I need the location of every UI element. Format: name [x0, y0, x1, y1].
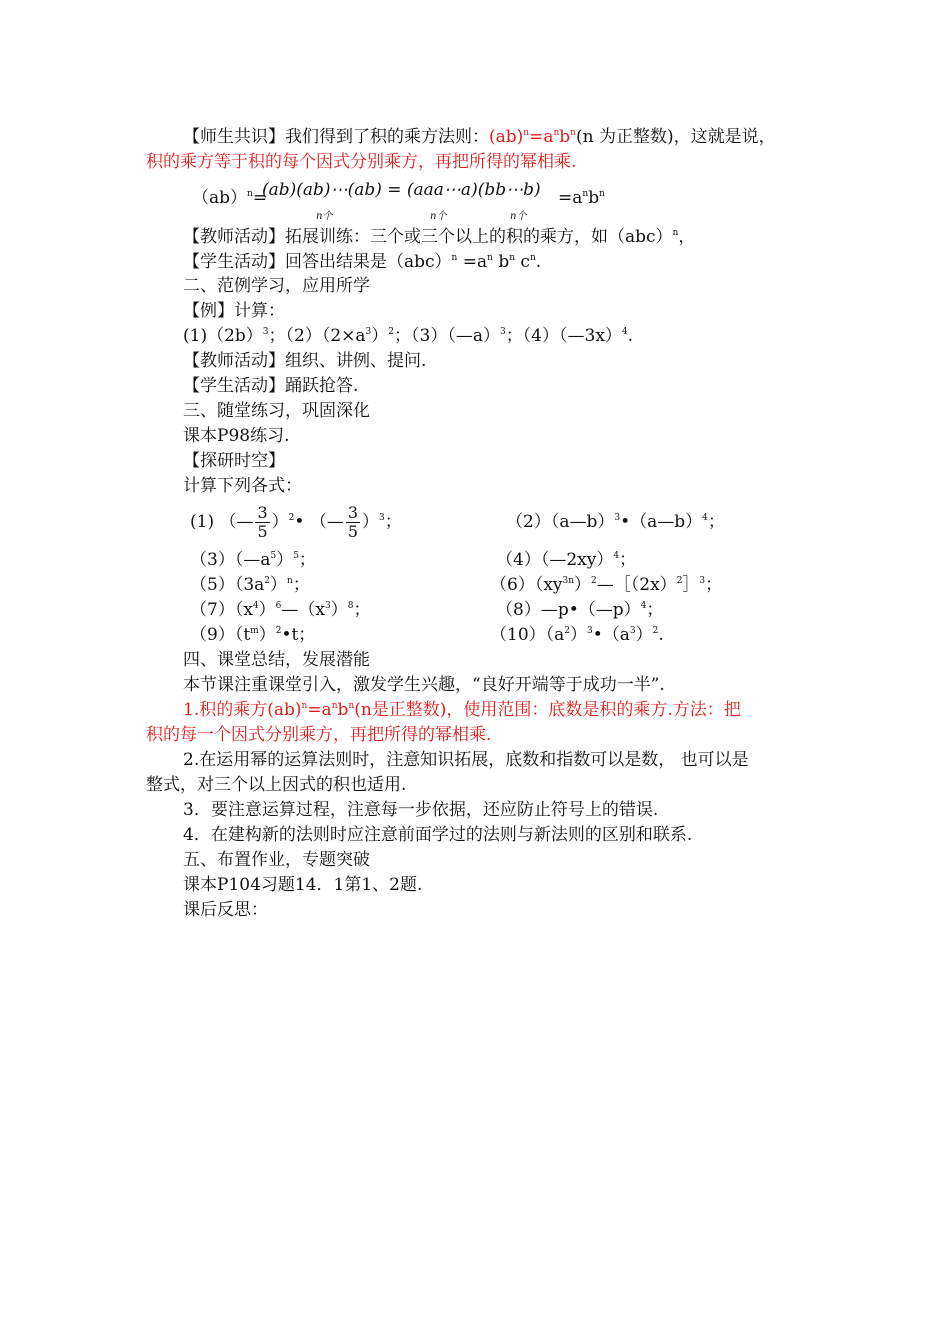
sup: n: [451, 253, 458, 263]
exercise-1: [190, 502, 402, 542]
text: （10）（a: [490, 625, 565, 645]
fraction: [255, 504, 269, 541]
summary-point-2: 2.在运用幂的运算法则时，注意知识拓展，底数和指数可以是数， 也可以是: [183, 750, 749, 770]
text: —（x: [281, 600, 325, 620]
sup: 2: [591, 576, 597, 586]
textbook-practice: 课本P98练习.: [183, 426, 290, 446]
text: •（a: [592, 625, 630, 645]
text: ）: [574, 575, 592, 595]
consensus-line: [183, 126, 776, 148]
text: 【学生活动】回答出结果是（abc）: [183, 252, 452, 272]
text: ）: [570, 625, 588, 645]
sup: n: [247, 189, 253, 199]
text: ；: [292, 575, 310, 595]
text: ）: [271, 512, 289, 532]
text: .: [658, 625, 664, 645]
text: 【教师活动】拓展训练：三个或三个以上的积的乘方，如（abc）: [183, 227, 673, 247]
text: (1)（2b）: [183, 326, 263, 346]
exercise-3: [190, 549, 316, 571]
teacher-activity-1: [183, 226, 695, 248]
text: • （—: [294, 512, 344, 532]
sup: 3: [699, 576, 706, 586]
summary-point-1: [183, 699, 741, 721]
summary-intro: 本节课注重课堂引入，激发学生兴趣，“良好开端等于成功一半”.: [183, 675, 665, 695]
text: ）: [635, 625, 653, 645]
summary-point-1-cont: 积的每一个因式分别乘方，再把所得的幂相乘.: [146, 725, 492, 745]
example-problems: [183, 325, 633, 347]
text: =a: [307, 700, 332, 720]
denominator: 5: [257, 522, 268, 541]
exercise-6: [490, 574, 722, 596]
n-count-2: n个: [430, 211, 447, 222]
exercise-5: [190, 574, 310, 596]
exercise-10: [490, 624, 664, 646]
text: ］: [682, 575, 700, 595]
sup: 5: [270, 551, 277, 561]
text: （9）（t: [190, 625, 251, 645]
reflection-label: 课后反思：: [183, 900, 268, 920]
n-count-1: n个: [316, 211, 333, 222]
text: （8）—p•（—p）: [496, 600, 641, 620]
sup: n: [287, 576, 293, 586]
sup: n: [553, 128, 560, 138]
exercise-2: [506, 511, 725, 533]
text: ；: [705, 575, 723, 595]
sup: 5: [293, 551, 299, 561]
consensus-text: 【师生共识】我们得到了积的乘方法则：: [183, 127, 489, 147]
sup: 2: [275, 626, 282, 636]
sup: m: [250, 626, 259, 636]
text: (n是正整数)，使用范围：底数是积的乘方.方法：把: [354, 700, 741, 720]
rhs-a: =a: [558, 188, 583, 208]
sup: 2: [564, 626, 571, 636]
sup: 6: [275, 601, 282, 611]
text: ；（2）（2×a: [268, 326, 366, 346]
text: b: [492, 252, 510, 272]
sup: n: [523, 128, 530, 138]
sup: n: [509, 253, 516, 263]
text: ；: [619, 550, 637, 570]
sup: 2: [388, 327, 394, 337]
homework: 课本P104习题14．1第1、2题.: [183, 875, 423, 895]
summary-point-4: 4．在建构新的法则时应注意前面学过的法则与新法则的区别和联系.: [183, 825, 693, 845]
text: .: [535, 252, 542, 272]
fraction: [346, 504, 360, 541]
formula-line: [192, 187, 267, 209]
text: —［（2x）: [596, 575, 677, 595]
n-count-3: n个: [510, 211, 527, 222]
teacher-activity-2: 【教师活动】组织、讲例、提问.: [183, 351, 427, 371]
sup: 3: [629, 626, 636, 636]
section-5-heading: 五、布置作业，专题突破: [183, 850, 370, 870]
text: c: [515, 252, 530, 272]
example-label: 【例】计算：: [183, 301, 285, 321]
sup: n: [487, 253, 493, 263]
text: （2）（a—b）: [506, 512, 615, 532]
text: .: [627, 326, 634, 346]
sup: 3: [262, 327, 269, 337]
exercise-4: [496, 549, 636, 571]
exercise-7: [190, 599, 370, 621]
sup: n: [672, 228, 679, 238]
sup: 2: [676, 576, 683, 586]
text: ）: [258, 625, 276, 645]
text: ）: [362, 512, 380, 532]
summary-point-3: 3．要注意运算过程，注意每一步依据，还应防止符号上的错误.: [183, 800, 659, 820]
student-activity-1: [183, 251, 541, 273]
sup: 4: [613, 551, 620, 561]
text: ）: [276, 550, 294, 570]
sup: n: [348, 701, 355, 711]
sup: 3n: [562, 576, 575, 586]
text: （7）（x: [190, 600, 253, 620]
text: ）: [258, 600, 276, 620]
text: b: [337, 700, 349, 720]
section-4-heading: 四、课堂总结，发展潜能: [183, 650, 370, 670]
section-3-heading: 三、随堂练习，巩固深化: [183, 401, 370, 421]
denominator: 5: [347, 522, 359, 541]
text: （4）（—2xy）: [496, 550, 614, 570]
sup: 2: [652, 626, 659, 636]
rule-note: (n 为正整数)，这就是说，: [575, 127, 776, 147]
text: （6）（xy: [490, 575, 563, 595]
text: ；: [298, 550, 316, 570]
text: 1.积的乘方(ab): [183, 700, 302, 720]
explore-label: 【探研时空】: [183, 451, 285, 471]
sup: 3: [614, 513, 621, 523]
text: ）: [330, 600, 348, 620]
sup: 4: [621, 327, 628, 337]
text: （5）（3a: [190, 575, 265, 595]
rule-statement: 积的乘方等于积的每个因式分别乘方，再把所得的幂相乘.: [146, 152, 577, 172]
sup: 2: [264, 576, 271, 586]
sup: n: [331, 701, 338, 711]
calc-label: 计算下列各式：: [183, 476, 302, 496]
text: ；: [707, 512, 725, 532]
text: •（a—b）: [620, 512, 703, 532]
text: ）: [371, 326, 389, 346]
sup: n: [301, 701, 308, 711]
text: ）: [270, 575, 288, 595]
exercise-8: [496, 599, 663, 621]
student-activity-2: 【学生活动】踊跃抢答.: [183, 376, 359, 396]
rule-b: b: [559, 127, 571, 147]
text: =a: [457, 252, 488, 272]
text: (1) （—: [190, 512, 254, 532]
text: （3）（—a: [190, 550, 271, 570]
sup: 8: [347, 601, 354, 611]
formula-lhs: （ab）: [192, 188, 248, 208]
text: ；: [384, 512, 402, 532]
numerator: 3: [347, 503, 359, 522]
numerator: 3: [257, 503, 268, 522]
formula-rhs: [558, 187, 605, 209]
sup: 2: [288, 513, 295, 523]
sup: 3: [365, 327, 372, 337]
rule-ab: (ab): [489, 127, 524, 147]
sup: n: [582, 189, 589, 199]
sup: 4: [702, 513, 708, 523]
text: ；: [646, 600, 664, 620]
sup: 3: [379, 513, 385, 523]
exercise-9: [190, 624, 315, 646]
section-2-heading: 二、范例学习，应用所学: [183, 276, 370, 296]
sup: n: [570, 128, 576, 138]
rule-a: =a: [529, 127, 554, 147]
text: •t；: [281, 625, 316, 645]
sup: 4: [640, 601, 647, 611]
formula-expr: (ab)(ab)⋯(ab) = (aaa⋯a)(bb⋯b): [262, 180, 541, 200]
text: ；（3）（—a）: [394, 326, 500, 346]
text: ，: [678, 227, 696, 247]
summary-point-2-cont: 整式，对三个以上因式的积也适用.: [146, 775, 407, 795]
sup: 3: [324, 601, 331, 611]
sup: 4: [252, 601, 259, 611]
sup: n: [599, 189, 605, 199]
rhs-b: b: [588, 188, 600, 208]
sup: 3: [499, 327, 506, 337]
text: ；: [353, 600, 371, 620]
formula-eq: =: [252, 188, 268, 208]
text: ；（4）（—3x）: [505, 326, 622, 346]
sup: n: [529, 253, 536, 263]
sup: 3: [587, 626, 593, 636]
